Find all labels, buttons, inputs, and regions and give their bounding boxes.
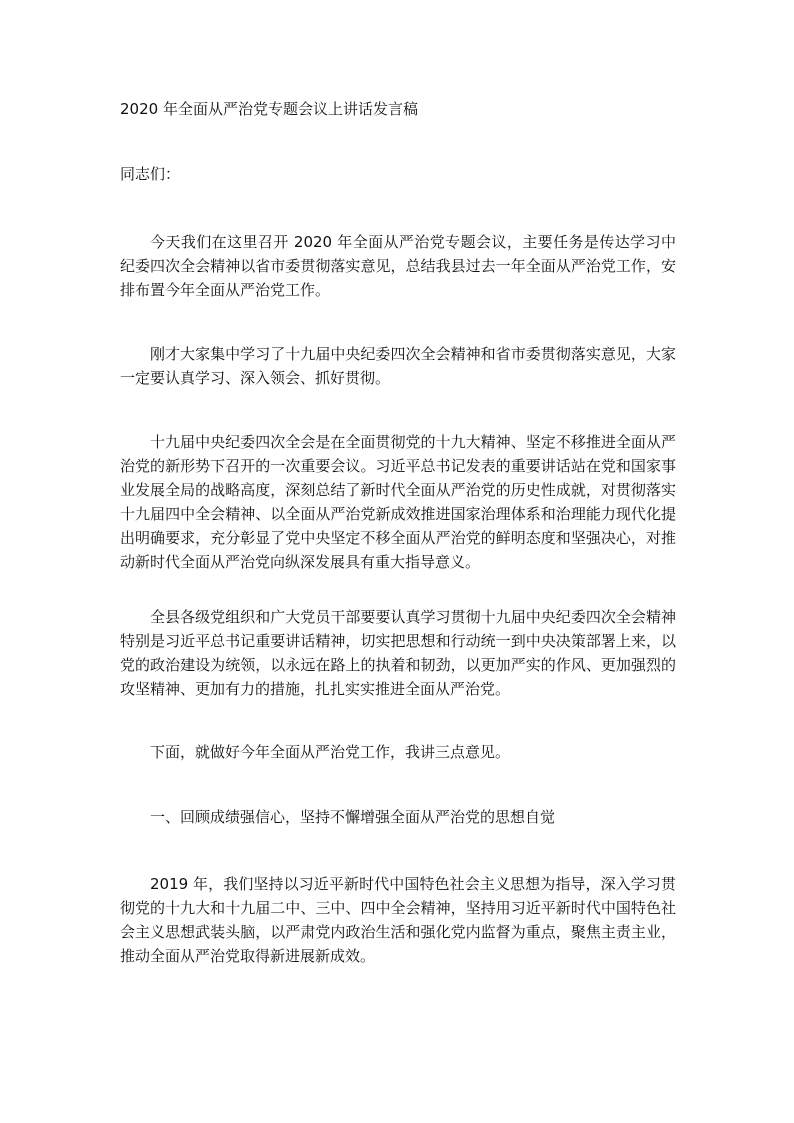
paragraph-5: 下面，就做好今年全面从严治党工作，我讲三点意见。 (150, 743, 511, 761)
paragraph-4: 全县各级党组织和广大党员干部要要认真学习贯彻十九届中央纪委四次全会精神特别是习近平总书记重要讲话精神，切实把思想和行动统一到中央决策部署上来，以党的政治建设为统领，以永远在路上的执着和韧劲，以更加严实的作风、更加强烈的攻坚精神、更加有力的措施，扎扎实实推进全面从严治党。 (120, 608, 676, 698)
document-title: 2020 年全面从严治党专题会议上讲话发言稿 (120, 100, 418, 118)
paragraph-1: 今天我们在这里召开 2020 年全面从严治党专题会议，主要任务是传达学习中纪委四次全会精神以省市委贯彻落实意见，总结我县过去一年全面从严治党工作，安排布置今年全面从严治党工作。 (120, 233, 676, 299)
paragraph-6: 2019 年，我们坚持以习近平新时代中国特色社会主义思想为指导，深入学习贯彻党的十九大和十九届二中、三中、四中全会精神，坚持用习近平新时代中国特色社会主义思想武装头脑，以严肃党内政治生活和强化党内监督为重点，聚焦主责主业，推动全面从严治党取得新进展新成效。 (120, 875, 676, 965)
section-heading-1: 一、回顾成绩强信心，坚持不懈增强全面从严治党的思想自觉 (150, 808, 556, 826)
salutation: 同志们： (120, 165, 181, 183)
paragraph-2: 刚才大家集中学习了十九届中央纪委四次全会精神和省市委贯彻落实意见，大家一定要认真学习、深入领会、抓好贯彻。 (120, 345, 676, 387)
paragraph-3: 十九届中央纪委四次全会是在全面贯彻党的十九大精神、坚定不移推进全面从严治党的新形势下召开的一次重要会议。习近平总书记发表的重要讲话站在党和国家事业发展全局的战略高度，深刻总结了新时代全面从严治党的历史性成就，对贯彻落实十九届四中全会精神、以全面从严治党新成效推进国家治理体系和治理能力现代化提出明确要求，充分彰显了党中央坚定不移全面从严治党的鲜明态度和坚强决心，对推动新时代全面从严治党向纵深发展具有重大指导意义。 (120, 433, 676, 571)
